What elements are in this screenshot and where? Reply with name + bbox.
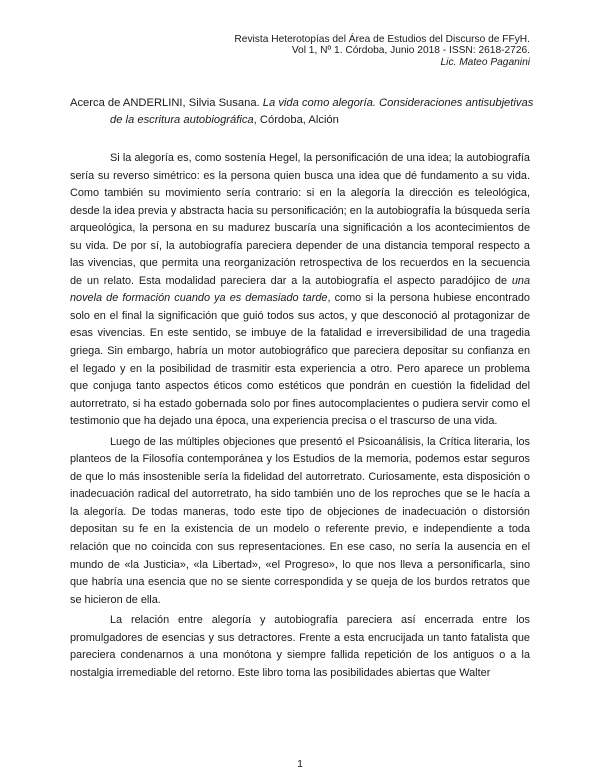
page-number: 1 [297,758,303,770]
review-author: Lic. Mateo Paganini [440,56,530,68]
citation-second-line [70,112,540,129]
citation-title-part1: La vida como alegoría. Consideraciones antisubjetivas [262,97,534,109]
paragraph-2: Luego de las múltiples objeciones que presentó el Psicoanálisis, la Crítica literaria, los planteos de la Filosofía contemporánea y los Estudios de la memoria, podemos estar seguros de que lo más insostenible sería la fidelidad del autorretrato. Curiosamente, esta disposición o inadecuación radical del autorretrato, ha sido también uno de los reproches que se le hacía a la alegoría. De todas maneras, todo este tipo de objeciones de inadecuación o distorsión depositan su fe en la existencia de un modelo o referente previo, e independiente a toda relación que no coincida con sus representaciones. En ese caso, no sería la ausencia en el mundo de «la Justicia», «la Libertad», «el Progreso», lo que nos lleva a personificarla, sino que habría una esencia que no se siente correspondida y se queja de los burdos retratos que se hicieron de ella. [70,435,530,606]
journal-header [234,34,530,68]
book-citation [70,95,540,129]
citation-suffix: , Córdoba, Alción [253,114,339,126]
paragraph-1 [70,150,530,431]
review-body [70,150,530,685]
paragraph-1-part-b: , como si la persona hubiese encontrado solo en el final la significación que guió todos sus actos, y que desconoció al protagonizar de esas vivencias. En este sentido, se imbuye de la fatalidad e irreversibilidad de una tragedia griega. Sin embargo, habría un motor autobiográfico que pareciera depositar su confianza en el legado y en la posibilidad de trasmitir esta experiencia a otro. Pero aparece un problema que conjuga tanto aspectos éticos como estéticos que pondrán en cuestión la fidelidad del autorretrato, si ha estado gobernada solo por fines autocomplacientes o pudiera servir como el testimonio que ha dejado una época, una experiencia precisa o el trascurso de una vida. [70,292,530,428]
citation-title-part2: de la escritura autobiográfica [110,114,254,126]
paragraph-3: La relación entre alegoría y autobiografía pareciera así encerrada entre los promulgadores de esencias y sus detractores. Frente a esta encrucijada un tanto fatalista que pareciera condenarnos a una monótona y siempre fallida repetición de los antiguos o a la nostalgia irremediable del retorno. Este libro toma las posibilidades abiertas que Walter [70,614,530,679]
journal-title-line: Revista Heterotopías del Área de Estudios del Discurso de FFyH. [234,34,530,45]
paragraph-1-part-a: Si la alegoría es, como sostenía Hegel, la personificación de una idea; la autobiografía sería su reverso simétrico: es la persona quien busca una idea que dé fundamento a su vida. Como también su movimiento sería contrario: si en la alegoría la dirección es teleológica, desde la idea previa y abstracta hacia su personificación; en la autobiografía la búsqueda sería arqueológica, la persona en su madurez buscaría una significación a los acontecimientos de su vida. De por sí, la autobiografía pareciera depender de una distancia temporal respecto a las vivencias, que permita una reorganización retrospectiva de los recuerdos en la secuencia de un relato. Esta modalidad pareciera dar a la autobiografía el aspecto paradójico de [70,152,530,287]
journal-volume-line: Vol 1, Nº 1. Córdoba, Junio 2018 - ISSN: 2618-2726. [291,45,530,57]
citation-prefix: Acerca de ANDERLINI, Silvia Susana. [70,97,263,109]
paragraph-1-emphasis: una novela de formación cuando ya es demasiado tarde [70,274,530,305]
